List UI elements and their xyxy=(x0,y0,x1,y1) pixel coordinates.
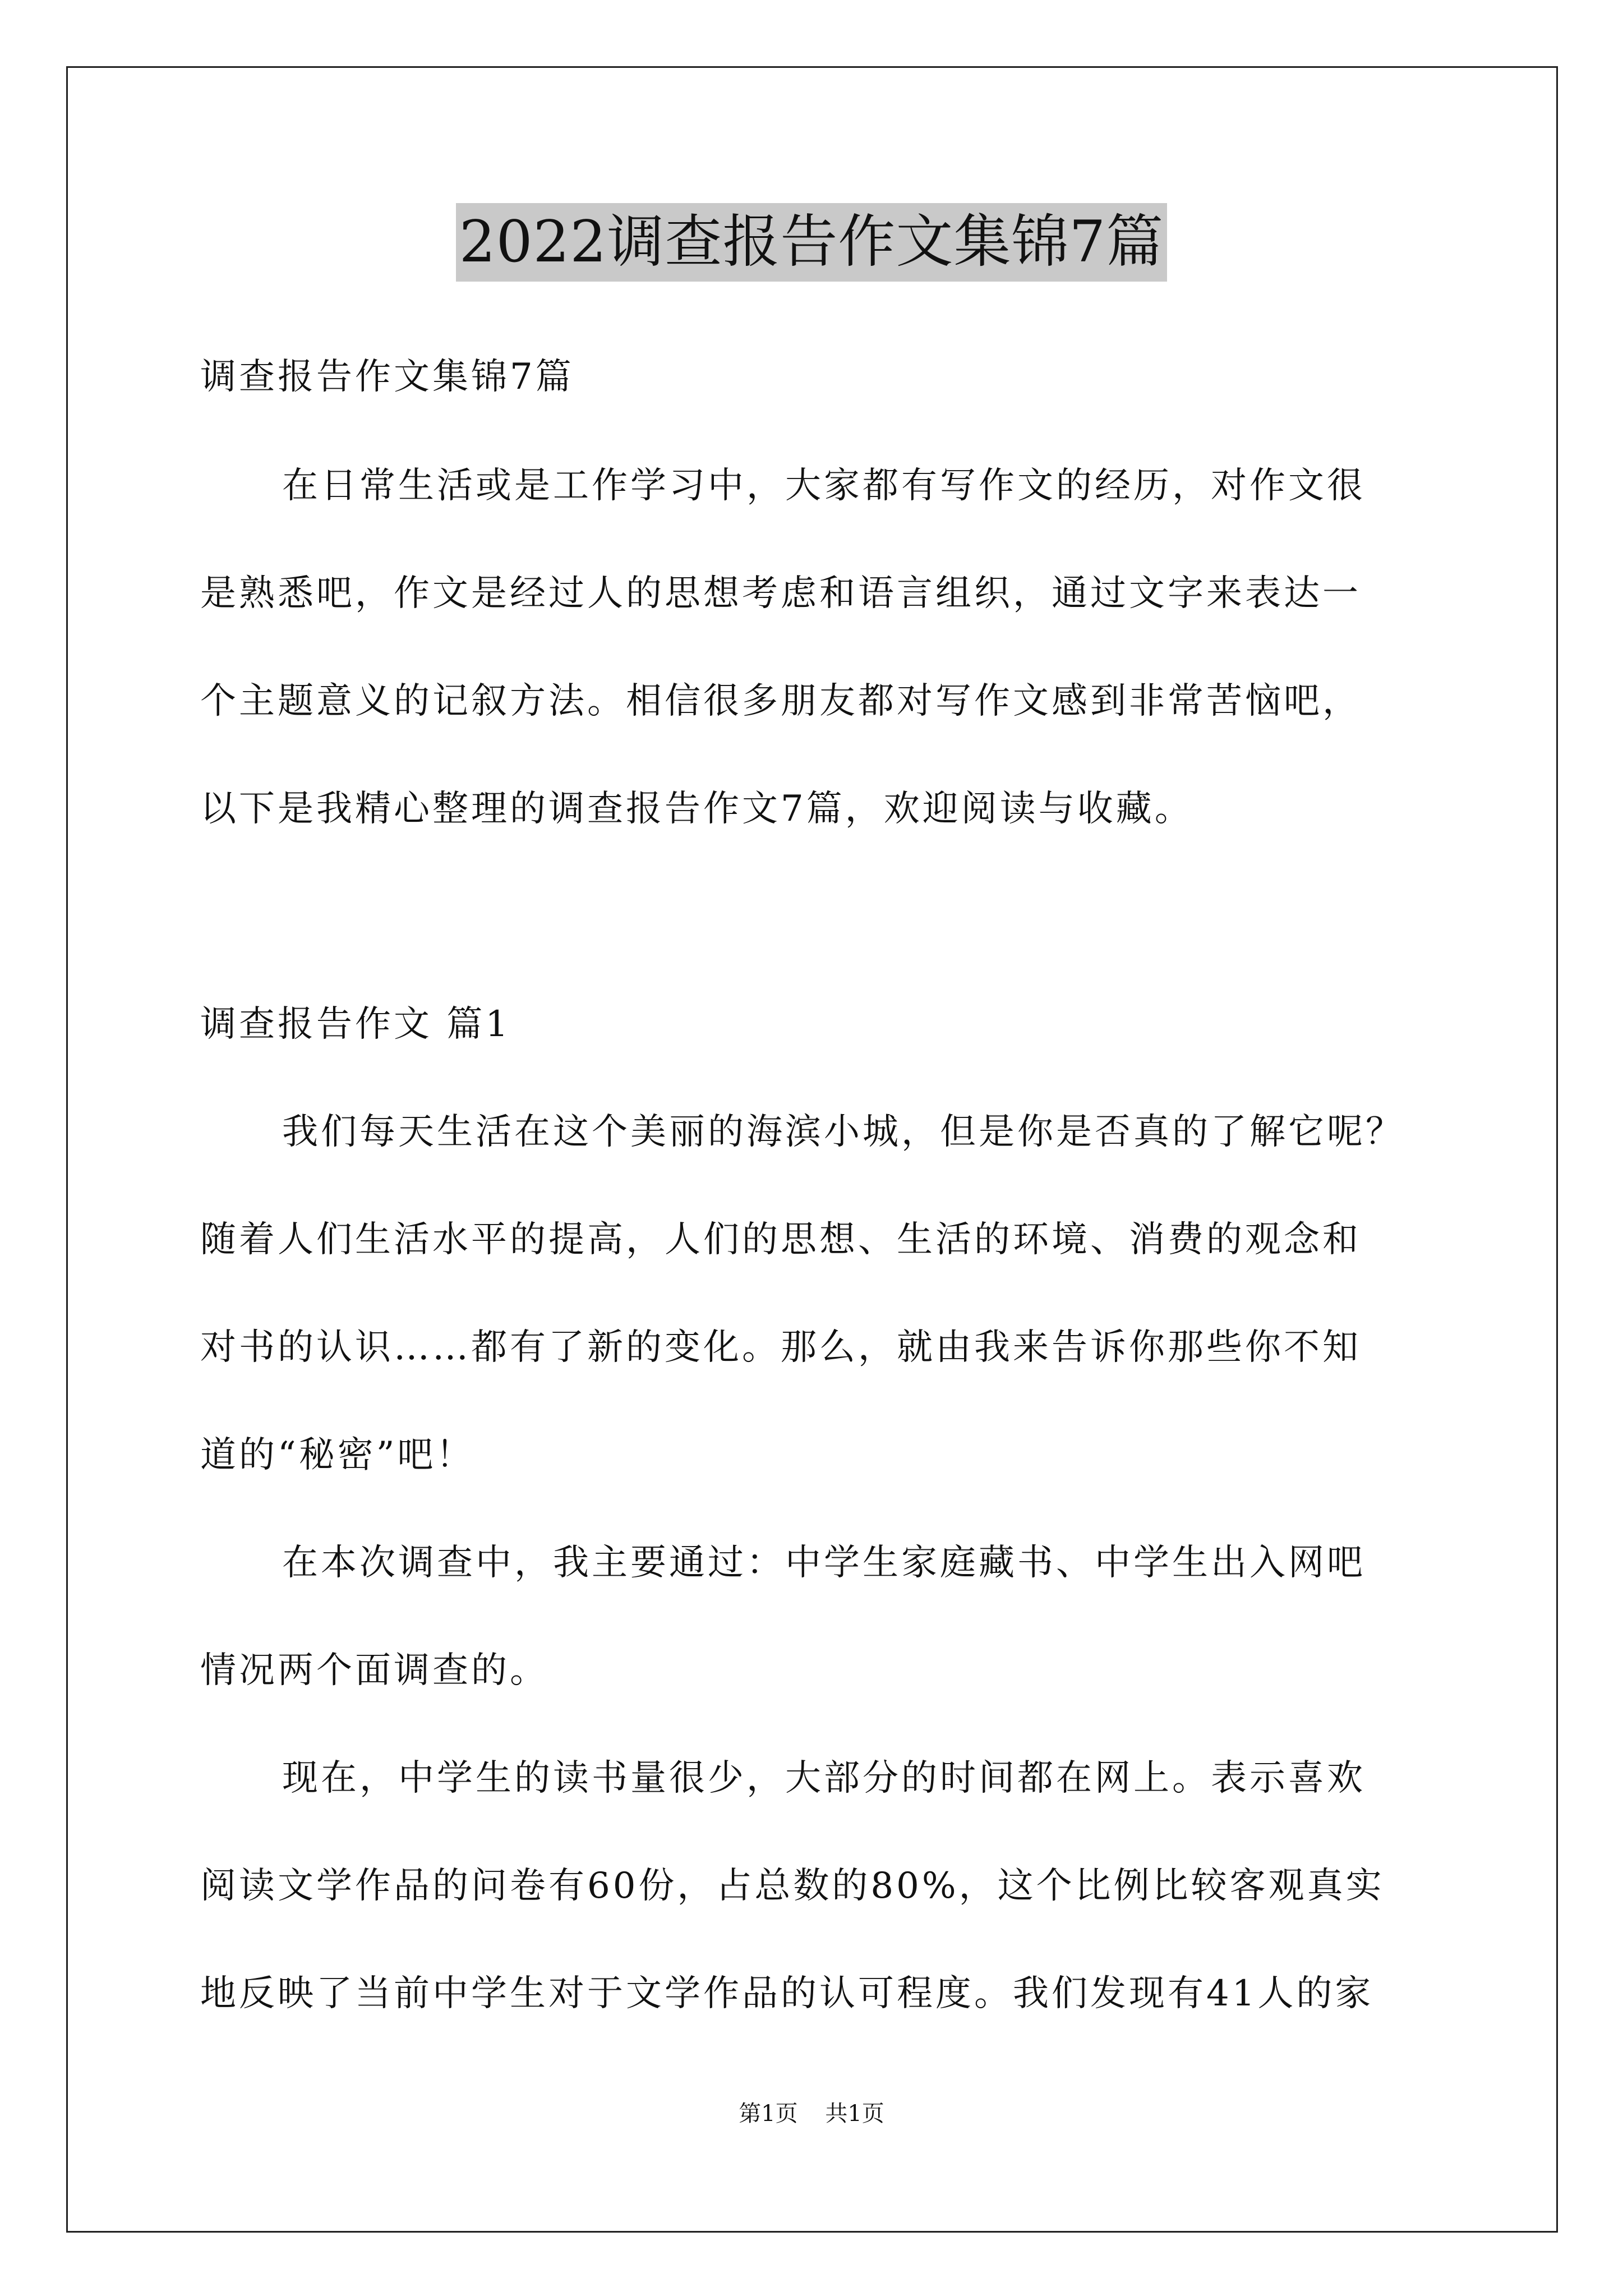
section-heading: 调查报告作文 篇1 xyxy=(200,1004,511,1045)
body-line: 阅读文学作品的问卷有60份，占总数的80%，这个比例比较客观真实 xyxy=(200,1865,1385,1907)
title-container xyxy=(0,203,1623,282)
body-line: 我们每天生活在这个美丽的海滨小城，但是你是否真的了解它呢？ xyxy=(282,1111,1404,1153)
document-title: 2022调查报告作文集锦7篇 xyxy=(456,203,1167,282)
intro-line: 是熟悉吧，作文是经过人的思想考虑和语言组织，通过文字来表达一 xyxy=(200,573,1361,614)
body-line: 地反映了当前中学生对于文学作品的认可程度。我们发现有41人的家 xyxy=(200,1973,1374,2014)
page-number-current: 第1页 xyxy=(739,2101,798,2127)
body-line: 现在，中学生的读书量很少，大部分的时间都在网上。表示喜欢 xyxy=(282,1757,1366,1799)
intro-line: 在日常生活或是工作学习中，大家都有写作文的经历，对作文很 xyxy=(282,465,1366,507)
intro-line: 个主题意义的记叙方法。相信很多朋友都对写作文感到非常苦恼吧， xyxy=(200,680,1361,722)
document-subtitle: 调查报告作文集锦7篇 xyxy=(200,356,574,398)
intro-line: 以下是我精心整理的调查报告作文7篇，欢迎阅读与收藏。 xyxy=(200,788,1193,830)
body-line: 道的“秘密”吧！ xyxy=(200,1434,475,1476)
page-number-total: 共1页 xyxy=(825,2101,884,2127)
body-line: 在本次调查中，我主要通过：中学生家庭藏书、中学生出入网吧 xyxy=(282,1542,1366,1584)
body-line: 情况两个面调查的。 xyxy=(200,1650,548,1691)
page-footer xyxy=(0,2098,1623,2129)
body-line: 随着人们生活水平的提高，人们的思想、生活的环境、消费的观念和 xyxy=(200,1219,1361,1260)
body-line: 对书的认识……都有了新的变化。那么，就由我来告诉你那些你不知 xyxy=(200,1327,1361,1368)
